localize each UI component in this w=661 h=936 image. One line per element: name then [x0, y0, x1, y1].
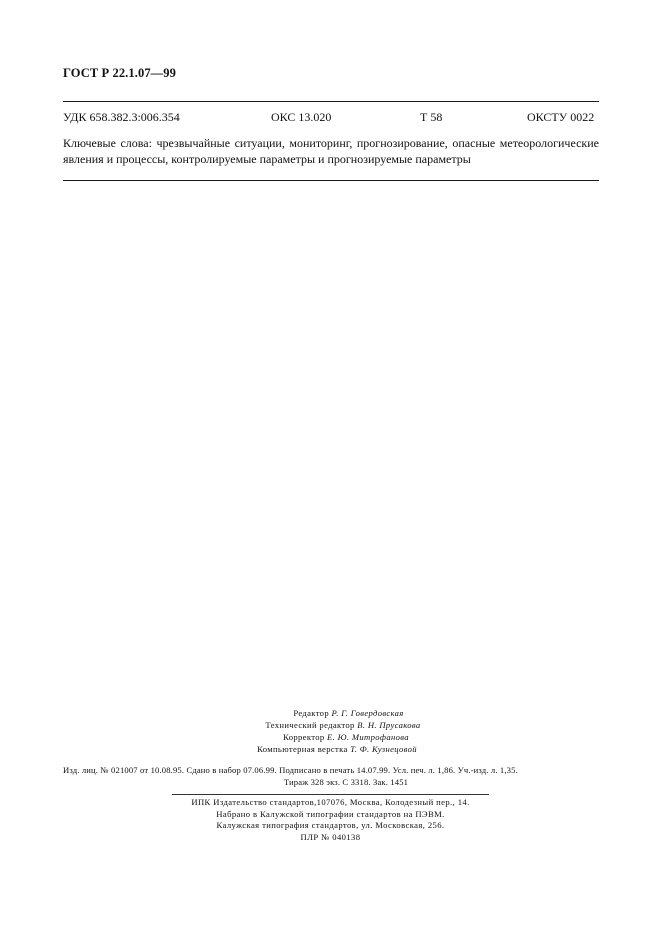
credit-tech-editor-role: Технический редактор — [265, 720, 358, 730]
credit-editor-name: Р. Г. Говердовская — [331, 708, 404, 718]
credit-corrector — [0, 731, 661, 743]
publisher-divider — [172, 794, 489, 795]
credit-tech-editor-name: В. Н. Прусакова — [357, 720, 421, 730]
top-divider — [63, 101, 599, 102]
credit-corrector-name: Е. Ю. Митрофанова — [327, 732, 409, 742]
credit-editor-role: Редактор — [293, 708, 332, 718]
imprint-block — [63, 764, 599, 788]
udk-code: УДК 658.382.3:006.354 — [63, 110, 180, 124]
credit-corrector-role: Корректор — [283, 732, 328, 742]
publisher-line-2: Набрано в Калужской типографии стандартов на ПЭВМ. — [216, 808, 445, 819]
publisher-line-4: ПЛР № 040138 — [300, 831, 361, 842]
document-title: ГОСТ Р 22.1.07—99 — [63, 66, 176, 80]
oks-code: ОКС 13.020 — [271, 110, 332, 124]
keywords-paragraph: Ключевые слова: чрезвычайные ситуации, мониторинг, прогнозирование, опасные метеорологические явления и процессы, контролируемые параметры и прогнозируемые параметры — [63, 136, 599, 166]
credit-layout-name: Т. Ф. Кузнецовой — [350, 744, 417, 754]
imprint-line-1: Изд. лиц. № 021007 от 10.08.95. Сдано в набор 07.06.99. Подписано в печать 14.07.99. Усл. печ. л. 1,86. Уч.-изд. л. 1,35. — [63, 765, 518, 775]
publisher-line-1: ИПК Издательство стандартов,107076, Москва, Колодезный пер., 14. — [191, 797, 470, 807]
credit-layout-role: Компьютерная верстка — [257, 744, 351, 754]
imprint-line-2: Тираж 328 экз. С 3318. Зак. 1451 — [283, 777, 409, 787]
okstu-code: ОКСТУ 0022 — [527, 110, 595, 124]
credit-layout — [0, 743, 661, 755]
credit-tech-editor — [0, 719, 661, 731]
publisher-line-3: Калужская типография стандартов, ул. Московская, 256. — [216, 820, 445, 830]
keywords-divider — [63, 180, 599, 181]
credits-block — [0, 707, 661, 755]
t-code: Т 58 — [420, 110, 443, 124]
publisher-block — [0, 797, 661, 843]
credit-editor — [0, 707, 661, 719]
